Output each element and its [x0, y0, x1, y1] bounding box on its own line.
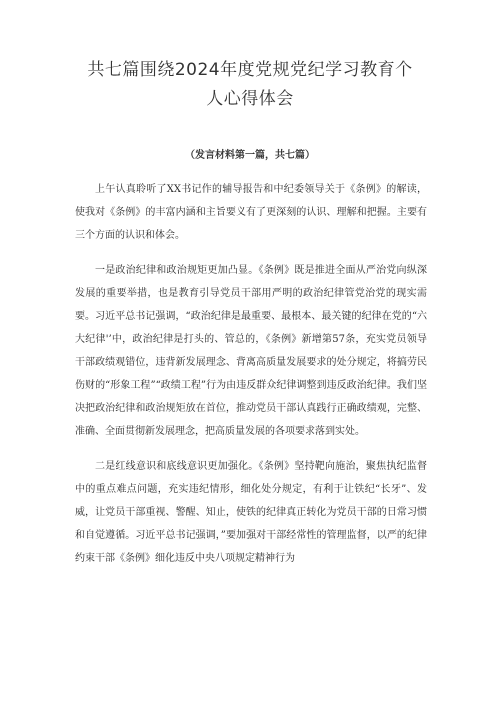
paragraph-point-1: 一是政治纪律和政治规矩更加凸显。《条例》既是推进全面从严治党向纵深发展的重要举措，也是教育引导党员干部用严明的政治纪律管党治党的现实需要。习近平总书记强调，“政治纪律是最重要、最根本、最关键的纪律在党的“六大纪律'’中，政治纪律是打头的、管总的，《条例》新增第57条，充实党员领导干部政绩观错位，违背新发展理念、背离高质量发展要求的处分规定，将搞劳民伤财的“形象工程”“政绩工程”行为由违反群众纪律调整到违反政治纪律。我们坚决把政治纪律和政治规矩放在首位，推动党员干部认真践行正确政绩观，完整、准确、全面贯彻新发展理念，把高质量发展的各项要求落到实处。: [75, 265, 427, 437]
document-body: [75, 178, 427, 570]
paragraph-point-2: 二是红线意识和底线意识更加强化。《条例》坚持靶向施治，聚焦执纪监督中的重点难点问题，充实违纪情形，细化处分规定，有利于让铁纪“长牙”、发威，让党员干部重视、警醒、知止，使铁的纪律真正转化为党员干部的日常习惯和自觉遵循。习近平总书记强调，”要加强对干部经常性的管理监督，以严的纪律约束干部《条例》细化违反中央八项规定精神行为: [75, 461, 427, 564]
title-line-2: 人心得体会: [206, 89, 294, 109]
document-title: [60, 56, 440, 114]
document-subtitle: （发言材料第一篇，共七篇）: [185, 150, 315, 161]
title-line-1: 共七篇围绕2024年度党规党纪学习教育个: [87, 60, 413, 80]
paragraph-intro: 上午认真聆听了XX书记作的辅导报告和中纪委领导关于《条例》的解读，使我对《条例》的丰富内涵和主旨要义有了更深刻的认识、理解和把握。主要有三个方面的认识和体会。: [75, 184, 427, 241]
